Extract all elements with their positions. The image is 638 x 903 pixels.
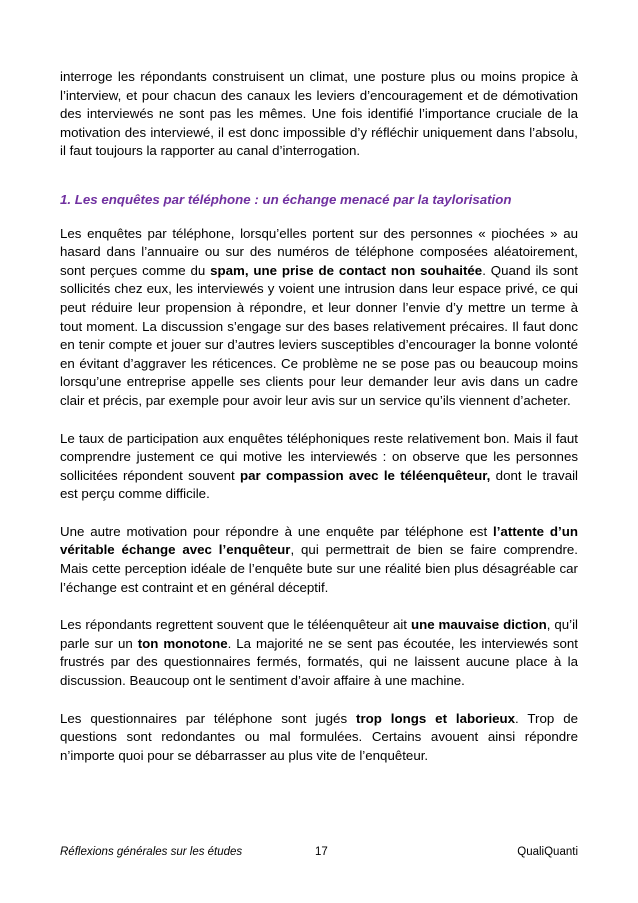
- intro-paragraph: interroge les répondants construisent un climat, une posture plus ou moins propice à l’interview, et pour chacun des canaux les leviers d’encouragement et de démotivation des interviewés ne sont pas les mêmes. Une fois identifié l’importance cruciale de la motivation des interviewé, il est donc impossible d’y réfléchir uniquement dans l’absolu, il faut toujours la rapporter au canal d’interrogation.: [60, 69, 578, 159]
- paragraph-5: Les questionnaires par téléphone sont jugés trop longs et laborieux. Trop de questions sont redondantes ou mal formulées. Certains avouent ainsi répondre n’importe quoi pour se débarrasser au plus vite de l’enquêteur.: [60, 710, 578, 763]
- emphasis: ton monotone: [137, 635, 228, 651]
- emphasis: trop longs et laborieux: [356, 710, 516, 726]
- emphasis: l’attente d’un véritable échange avec l’enquêteur: [60, 523, 578, 558]
- paragraph-1: Les enquêtes par téléphone, lorsqu’elles portent sur des personnes « piochées » au hasard dans l’annuaire ou sur des numéros de téléphone composées aléatoirement, sont perçues comme du spam, une prise de contact non souhaitée. Quand ils sont sollicités chez eux, les interviewés y voient une intrusion dans leur espace privé, ce qui peut réduire leur propension à répondre, et leur donner l’envie d’y mettre un terme à tout moment. La discussion s’engage sur des bases relativement précaires. Il faut donc en tenir compte et jouer sur d’autres leviers susceptibles d’encourager la bonne volonté en évitant d’aggraver les réticences. Ce problème ne se pose pas ou beaucoup moins lorsqu’une entreprise appelle ses clients pour leur demander leur avis dans un cadre clair et précis, par exemple pour avoir leur avis sur un service qu’ils viennent d’acheter.: [60, 225, 578, 408]
- paragraph-2: Le taux de participation aux enquêtes téléphoniques reste relativement bon. Mais il faut comprendre justement ce qui motive les interviewés : on observe que les personnes sollicitées répondent souvent par compassion avec le téléenquêteur, dont le travail est perçu comme difficile.: [60, 430, 578, 502]
- emphasis: une mauvaise diction: [410, 617, 547, 633]
- paragraph-3: Une autre motivation pour répondre à une enquête par téléphone est l’attente d’un véritable échange avec l’enquêteur, qui permettrait de bien se faire comprendre. Mais cette perception idéale de l’enquête bute sur une réalité bien plus désagréable car l’échange est contraint et en général déceptif.: [60, 523, 578, 595]
- emphasis: par compassion avec le téléenquêteur,: [240, 467, 491, 483]
- emphasis: spam, une prise de contact non souhaitée: [210, 262, 483, 278]
- document-page: [60, 68, 578, 765]
- page-number: 17: [315, 846, 328, 858]
- section-heading: 1. Les enquêtes par téléphone : un échange menacé par la taylorisation: [60, 191, 512, 207]
- footer-document-title: Réflexions générales sur les études: [60, 846, 243, 858]
- paragraph-4: Les répondants regrettent souvent que le téléenquêteur ait une mauvaise diction, qu’il parle sur un ton monotone. La majorité ne se sent pas écoutée, les interviewés sont frustrés par des questionnaires fermés, formatés, qui ne laissent aucune place à la discussion. Beaucoup ont le sentiment d’avoir affaire à une machine.: [60, 617, 578, 689]
- footer-brand: QualiQuanti: [517, 846, 578, 858]
